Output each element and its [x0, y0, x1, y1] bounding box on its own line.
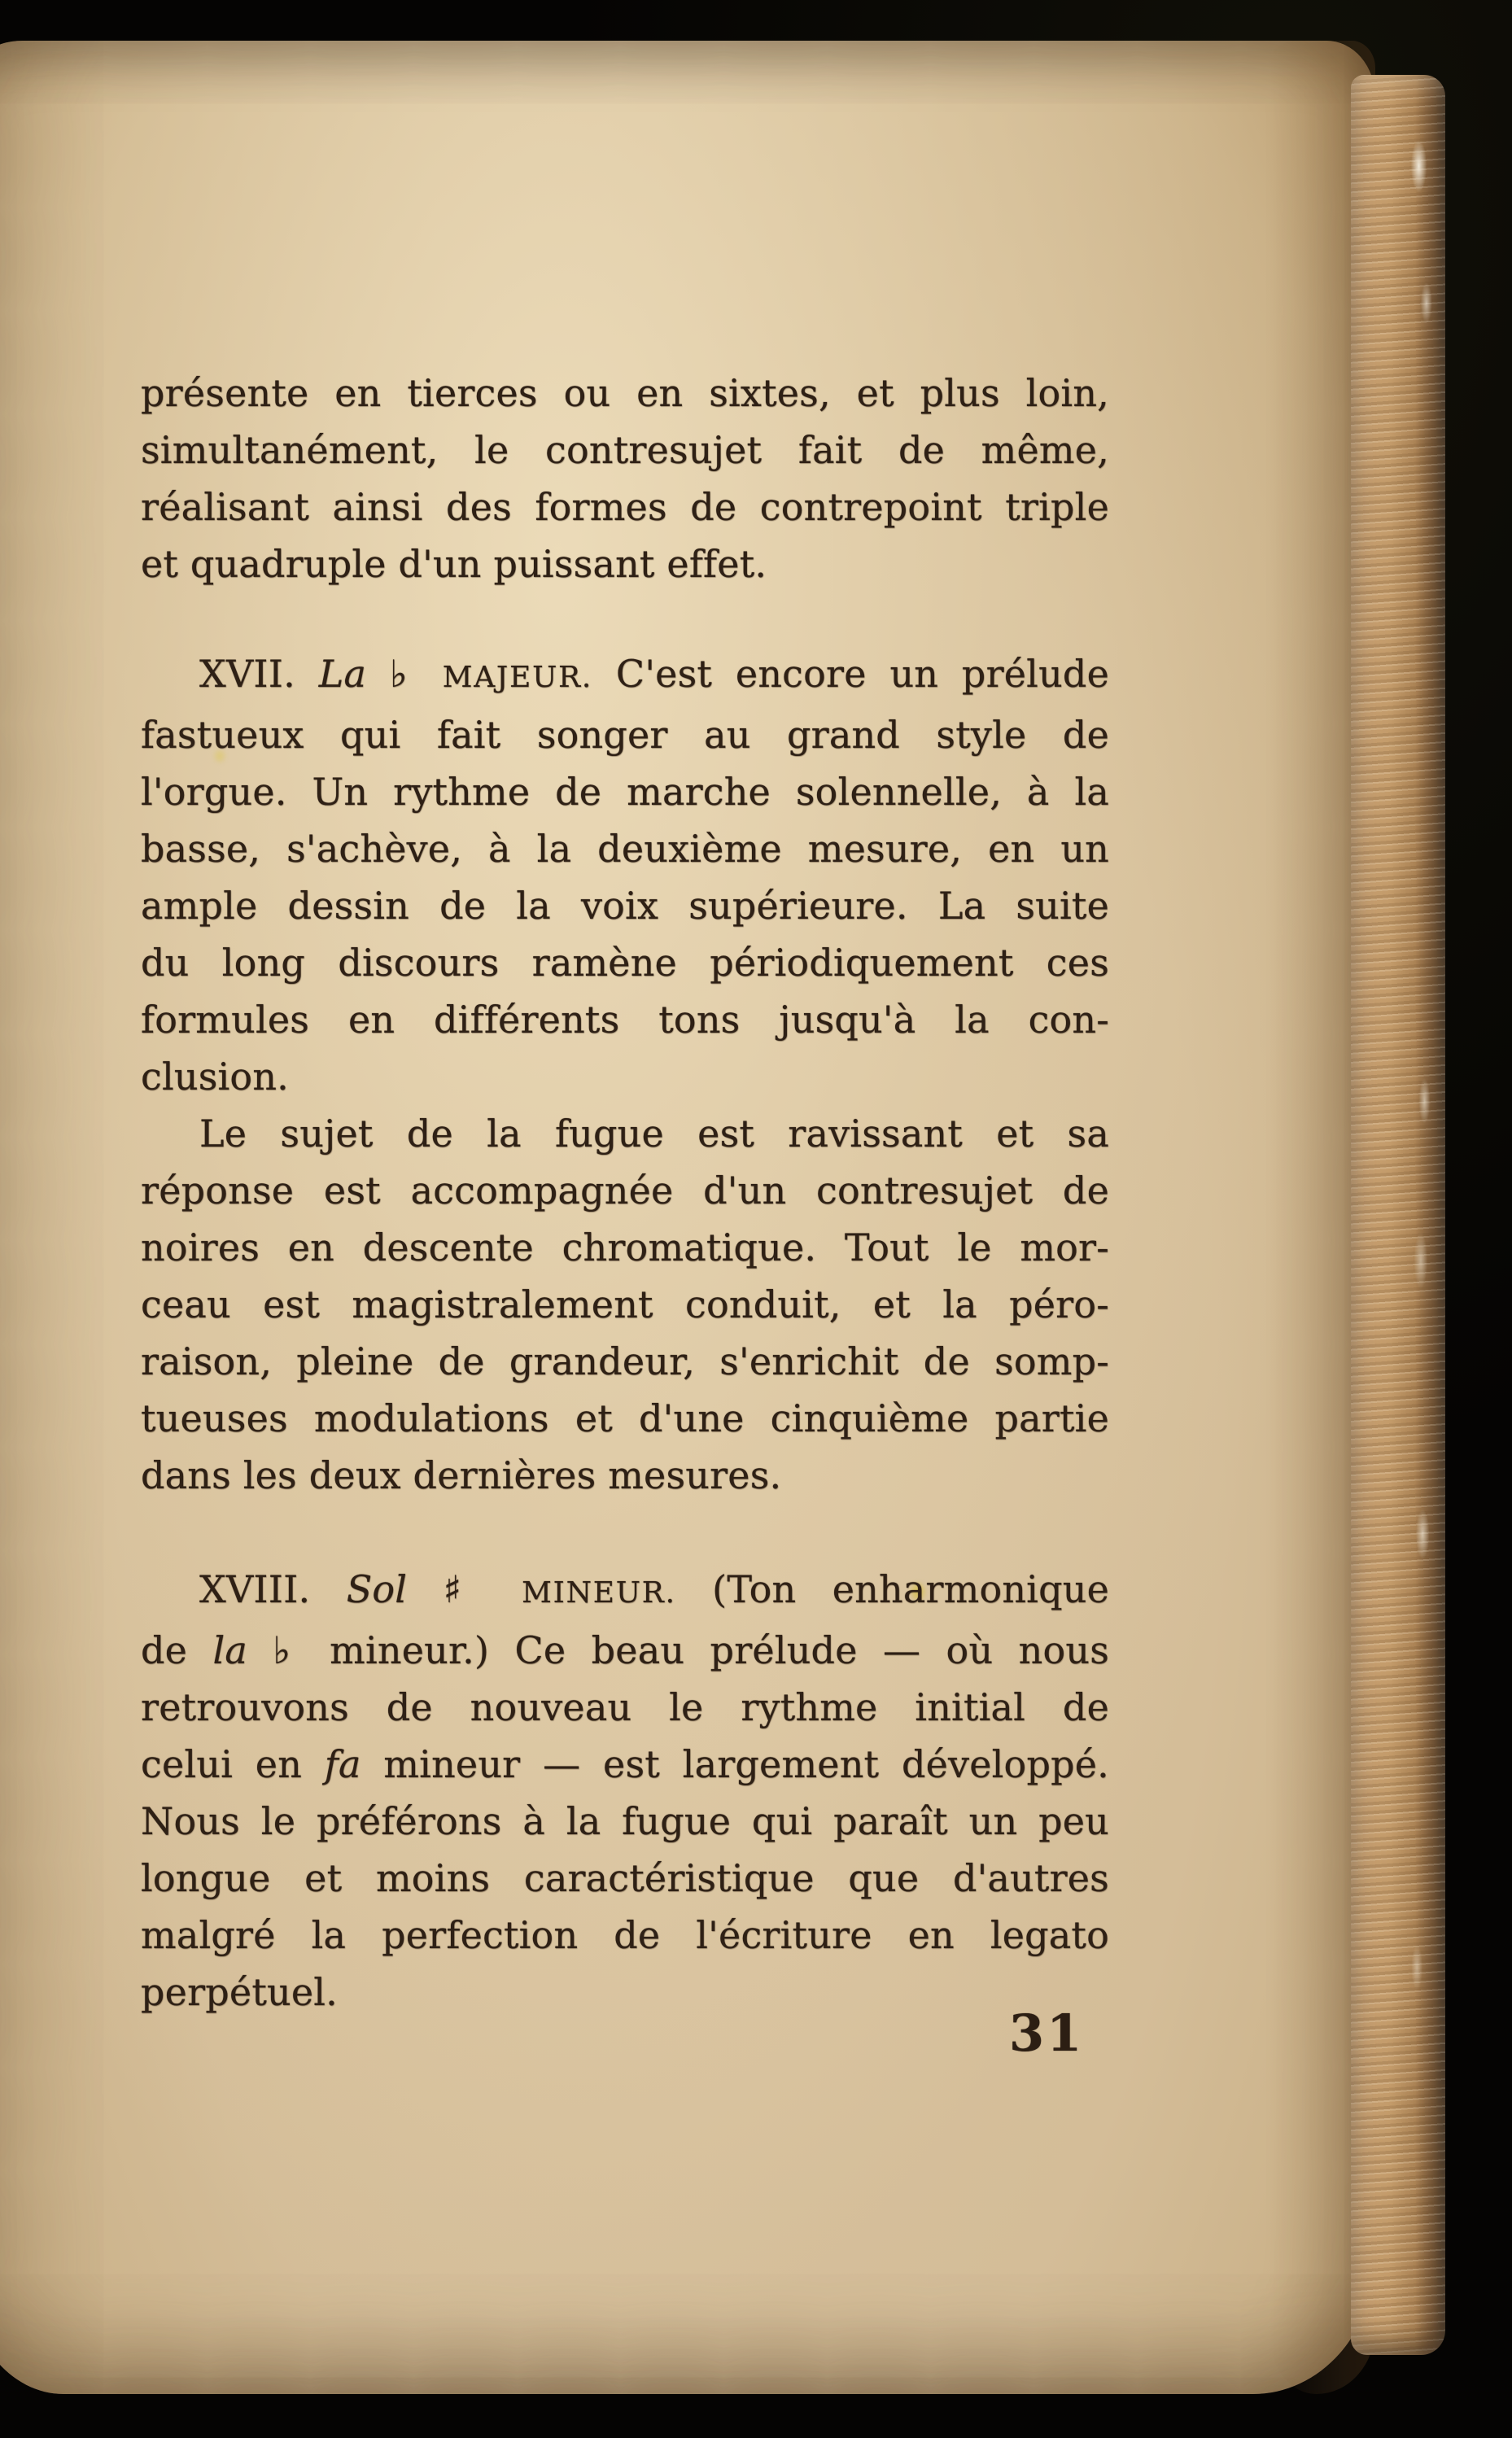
text-segment: simultanément, le contresujet fait de même, [141, 428, 1109, 472]
text-line [141, 1679, 1109, 1736]
paragraph [141, 1105, 1109, 1504]
text-segment: ceau est magistralement conduit, et la péro- [141, 1282, 1109, 1326]
text-segment: clusion. [141, 1055, 289, 1099]
text-line [141, 1390, 1109, 1447]
text-line [141, 877, 1109, 934]
text-line [141, 1447, 1109, 1504]
text-segment: celui en [141, 1742, 325, 1786]
text-segment: (Ton enharmonique [675, 1567, 1109, 1611]
text-segment: mineur — est largement développé. [361, 1742, 1109, 1786]
text-segment: ample dessin de la voix supérieure. La suite [141, 884, 1109, 928]
text-line [141, 365, 1109, 422]
book-page [0, 41, 1375, 2394]
small-caps-term: MAJEUR. [442, 661, 593, 694]
book-fore-edge [1351, 75, 1445, 2355]
text-segment: de [141, 1628, 213, 1672]
text-line [141, 535, 1109, 592]
text-line [141, 422, 1109, 478]
text-block [141, 365, 1109, 2021]
text-line [141, 706, 1109, 763]
page-number: 31 [1009, 2003, 1085, 2063]
text-segment: XVIII. [199, 1567, 347, 1611]
text-segment: tueuses modulations et d'une cinquième partie [141, 1396, 1109, 1440]
text-line [141, 991, 1109, 1048]
text-segment: ♭ [366, 652, 443, 696]
text-segment: formules en différents tons jusqu'à la con- [141, 998, 1109, 1042]
text-line [141, 1048, 1109, 1105]
italic-term: La [318, 652, 367, 696]
text-line [141, 1333, 1109, 1390]
paragraph [141, 645, 1109, 1105]
text-segment: du long discours ramène périodiquement ces [141, 941, 1109, 985]
text-segment: réponse est accompagnée d'un contresujet de [141, 1169, 1109, 1212]
text-segment: présente en tierces ou en sixtes, et plus loin, [141, 371, 1109, 415]
text-segment: basse, s'achève, à la deuxième mesure, en un [141, 827, 1109, 871]
text-segment: réalisant ainsi des formes de contrepoint triple [141, 485, 1109, 529]
text-line [141, 820, 1109, 877]
text-segment: l'orgue. Un rythme de marche solennelle, à la [141, 770, 1109, 814]
text-segment: fastueux qui fait songer au grand style de [141, 713, 1109, 757]
italic-term: Sol [346, 1567, 408, 1611]
text-segment: raison, pleine de grandeur, s'enrichit de somp- [141, 1339, 1109, 1383]
text-line [141, 1850, 1109, 1907]
text-line [141, 1736, 1109, 1793]
text-segment: noires en descente chromatique. Tout le mor- [141, 1226, 1109, 1269]
text-line [141, 1162, 1109, 1219]
text-line [141, 1907, 1109, 1964]
text-line [141, 1276, 1109, 1333]
text-line [141, 1964, 1109, 2021]
italic-term: fa [324, 1742, 361, 1786]
text-line [141, 1219, 1109, 1276]
text-segment: longue et moins caractéristique que d'autres [141, 1856, 1109, 1900]
text-line [141, 934, 1109, 991]
text-segment: Le sujet de la fugue est ravissant et sa [199, 1112, 1109, 1156]
text-segment: Nous le préférons à la fugue qui paraît un peu [141, 1799, 1109, 1843]
text-segment: ♭ mineur.) Ce beau prélude — où nous [247, 1628, 1109, 1672]
paragraph [141, 1561, 1109, 2021]
text-line [141, 1561, 1109, 1622]
text-line [141, 645, 1109, 706]
text-segment: retrouvons de nouveau le rythme initial de [141, 1685, 1109, 1729]
text-segment: et quadruple d'un puissant effet. [141, 542, 767, 586]
text-line [141, 1793, 1109, 1850]
text-segment: XVII. [199, 652, 319, 696]
small-caps-term: MINEUR. [522, 1576, 676, 1610]
text-line [141, 478, 1109, 535]
text-line [141, 763, 1109, 820]
text-line [141, 1622, 1109, 1679]
text-line [141, 1105, 1109, 1162]
paragraph [141, 365, 1109, 592]
text-segment: C'est encore un prélude [592, 652, 1109, 696]
text-segment: malgré la perfection de l'écriture en legato [141, 1913, 1109, 1957]
text-segment: ♯ [407, 1567, 522, 1611]
italic-term: la [212, 1628, 247, 1672]
text-segment: perpétuel. [141, 1970, 338, 2014]
text-segment: dans les deux dernières mesures. [141, 1453, 782, 1497]
